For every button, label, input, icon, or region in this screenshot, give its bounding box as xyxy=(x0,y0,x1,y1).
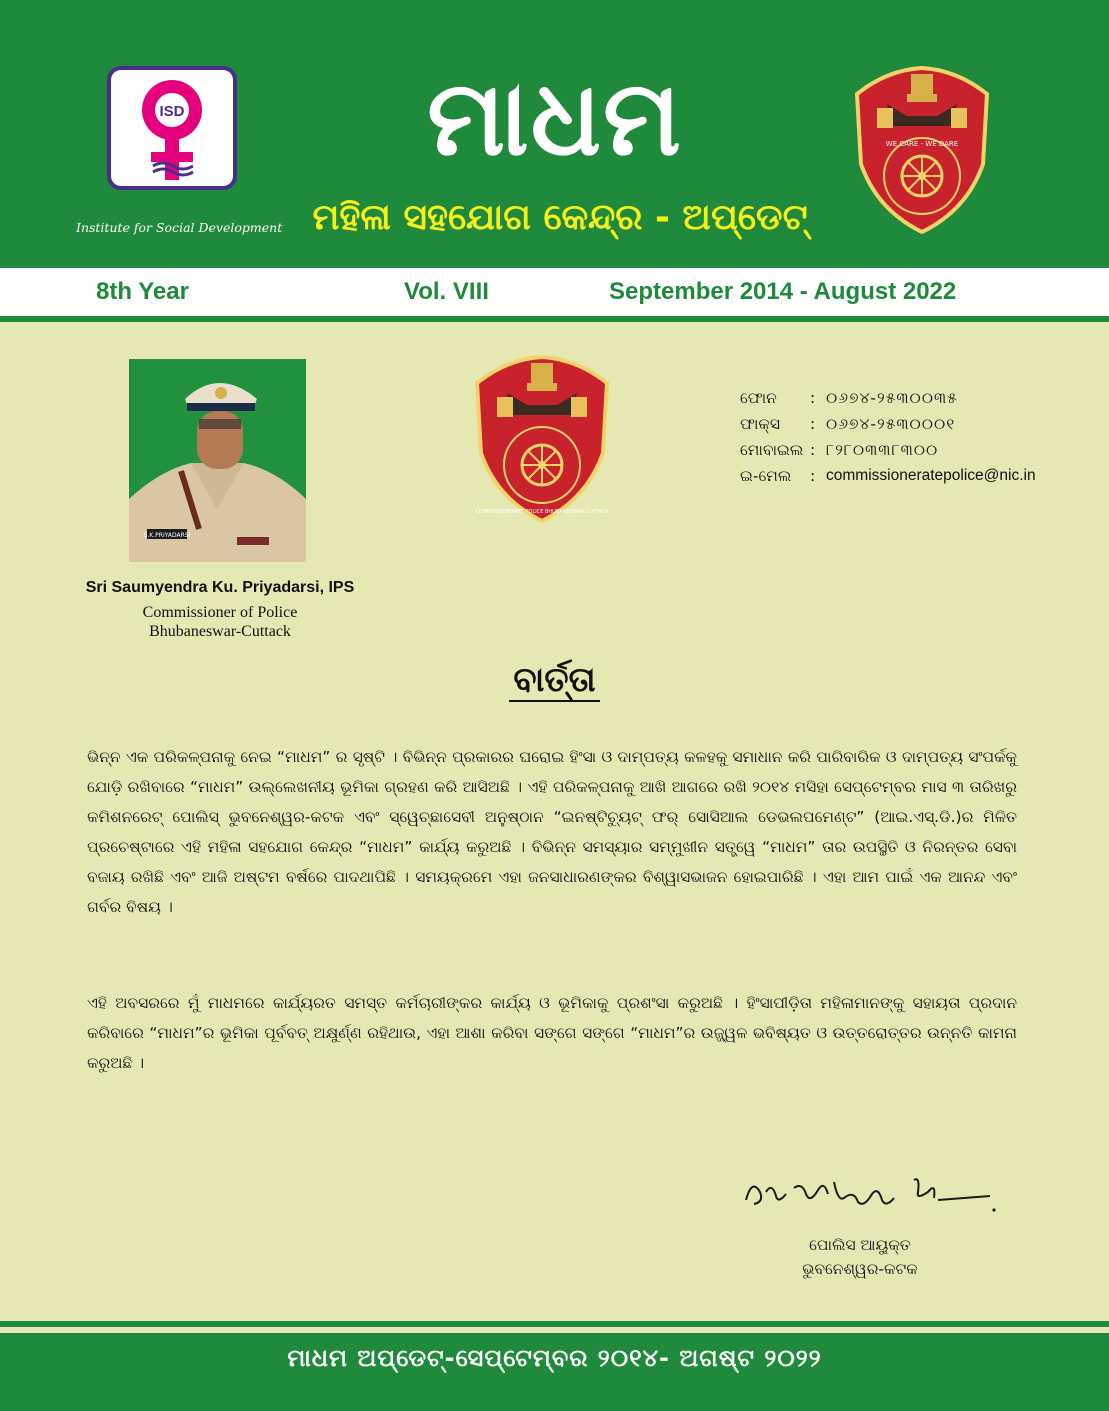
isd-caption: Institute for Social Development xyxy=(76,220,283,235)
footer-divider xyxy=(0,1321,1109,1327)
signoff-designation: ପୋଲିସ ଆୟୁକ୍ତ xyxy=(809,1236,911,1254)
contact-block xyxy=(740,389,1036,493)
masthead-title: ମାଧମ xyxy=(427,57,683,179)
divider xyxy=(0,316,1109,322)
commissioner-title xyxy=(60,603,380,641)
contact-email-label: ଇ-ମେଲ xyxy=(740,467,792,485)
contact-phone-value: ୦୬୭୪-୨୫୩୦୦୩୫ xyxy=(826,389,958,407)
contact-email-value: commissioneratepolice@nic.in xyxy=(826,467,1036,484)
contact-phone-label: ଫୋନ xyxy=(740,389,777,407)
signoff-location: ଭୁବନେଶ୍ୱର-କଟକ xyxy=(802,1260,918,1278)
contact-fax-value: ୦୬୭୪-୨୫୩୦୦୦୧ xyxy=(826,415,956,433)
police-crest-icon xyxy=(847,64,997,236)
signature-image xyxy=(738,1170,998,1220)
issue-period: September 2014 - August 2022 xyxy=(609,278,957,305)
name-badge: S.K.PRIYADARSI xyxy=(143,532,191,539)
isd-logo-text: ISD xyxy=(159,103,185,120)
commissioner-photo xyxy=(129,359,306,562)
contact-mobile: ମୋବାଇଲ : ୮୨୮୦୩୩୮୩୦୦ xyxy=(740,441,1036,467)
message-paragraph-2: ଏହି ଅବସରରେ ମୁଁ ମାଧମରେ କାର୍ଯ୍ୟରତ ସମସ୍ତ କର୍ମଚାରୀଙ୍କର କାର୍ଯ୍ୟ ଓ ଭୂମିକାକୁ ପ୍ରଶଂସା କରୁଅଛି । ହିଂସାପୀଡ଼ିତା ମହିଳାମାନଙ୍କୁ ସହାୟତା ପ୍ରଦାନ କରିବାରେ “ମାଧମ”ର ଭୂମିକା ପୂର୍ବବତ୍ ଅକ୍ଷୁର୍ଣ୍ଣ ରହିଥାଉ, ଏହା ଆଶା କରିବା ସଙ୍ଗେ ସଙ୍ଗେ “ମାଧମ”ର ଉଜ୍ଜ୍ୱଳ ଭବିଷ୍ୟତ ଓ ଉତ୍ତରୋତ୍ତର ଉନ୍ନତି କାମନା କରୁଅଛି । xyxy=(87,994,1017,1072)
contact-mobile-value: ୮୨୮୦୩୩୮୩୦୦ xyxy=(826,441,939,459)
footer-text: ମାଧମ ଅପ୍‌ଡେଟ୍-ସେପ୍ଟେମ୍ବର ୨୦୧୪- ଅଗଷ୍ଟ ୨୦୨୨ xyxy=(287,1344,822,1372)
crest-motto: WE CARE - WE DARE xyxy=(885,140,959,148)
contact-mobile-label: ମୋବାଇଲ xyxy=(740,441,804,459)
issue-volume: Vol. VIII xyxy=(404,278,489,305)
contact-fax: ଫାକ୍ସ : ୦୬୭୪-୨୫୩୦୦୦୧ xyxy=(740,415,1036,441)
message-paragraph-1: ଭିନ୍ନ ଏକ ପରିକଳ୍ପନାକୁ ନେଇ “ମାଧମ” ର ସୃଷ୍ଟି । ବିଭିନ୍ନ ପ୍ରକାରର ଘରୋଇ ହିଂସା ଓ ଦାମ୍ପତ୍ୟ କଳହକୁ ସମାଧାନ କରି ପାରିବାରିକ ଓ ଦାମ୍ପତ୍ୟ ସଂପର୍କକୁ ଯୋଡ଼ି ରଖିବାରେ “ମାଧମ” ଉଲ୍ଲେଖନୀୟ ଭୂମିକା ଗ୍ରହଣ କରି ଆସିଅଛି । ଏହି ପରିକଳ୍ପନାକୁ ଆଖି ଆଗରେ ରଖି ୨୦୧୪ ମସିହା ସେପ୍ଟେମ୍ବର ମାସ ୩ ତାରିଖରୁ କମିଶନରେଟ୍ ପୋଲିସ୍ ଭୁବନେଶ୍ୱର-କଟକ ଏବଂ ସ୍ୱେଚ୍ଛାସେବୀ ଅନୁଷ୍ଠାନ “ଇନଷ୍ଟିଚ୍ୟୁଟ୍ ଫର୍ ସୋସିଆଲ ଡେଭଲପମେଣ୍ଟ” (ଆଇ.ଏସ୍.ଡି.)ର ମିଳିତ ପ୍ରଚେଷ୍ଟାରେ ଏହି ମହିଳା ସହଯୋଗ କେନ୍ଦ୍ର “ମାଧମ” କାର୍ଯ୍ୟ କରୁଅଛି । ବିଭିନ୍ନ ସମସ୍ୟାର ସମ୍ମୁଖୀନ ସତ୍ତ୍ୱେ “ମାଧମ” ତାର ଉପସ୍ଥିତି ଓ ନିରନ୍ତର ସେବା ବଜାୟ ରଖିଛି ଏବଂ ଆଜି ଅଷ୍ଟମ ବର୍ଷରେ ପାଦଥାପିଛି । ସମୟକ୍ରମେ ଏହା ଜନସାଧାରଣଙ୍କର ବିଶ୍ୱାସଭାଜନ ହୋଇପାରିଛି । ଏହା ଆମ ପାଇଁ ଏକ ଆନନ୍ଦ ଏବଂ ଗର୍ବର ବିଷୟ । xyxy=(87,748,1017,916)
crest-caption: COMMISSIONERATE POLICE BHUBANESWAR CUTTACK xyxy=(475,509,609,515)
message-heading xyxy=(0,660,1109,700)
contact-fax-label: ଫାକ୍ସ xyxy=(740,415,780,433)
title-line-1: Commissioner of Police xyxy=(142,604,298,621)
title-line-2: Bhubaneswar-Cuttack xyxy=(149,623,291,640)
contact-phone: ଫୋନ : ୦୬୭୪-୨୫୩୦୦୩୫ xyxy=(740,389,1036,415)
issue-year: 8th Year xyxy=(96,278,189,305)
commissionerate-crest-icon xyxy=(467,352,617,526)
isd-logo xyxy=(107,66,237,190)
masthead-subtitle: ମହିଳା ସହଯୋଗ କେନ୍ଦ୍ର - ଅପ୍‌ଡେଟ୍ xyxy=(312,197,808,238)
contact-email: ଇ-ମେଲ : commissioneratepolice@nic.in xyxy=(740,467,1036,493)
message-heading-text: ବାର୍ତ୍ତା xyxy=(509,660,599,702)
commissioner-name: Sri Saumyendra Ku. Priyadarsi, IPS xyxy=(85,579,355,596)
signoff-block xyxy=(790,1233,930,1281)
